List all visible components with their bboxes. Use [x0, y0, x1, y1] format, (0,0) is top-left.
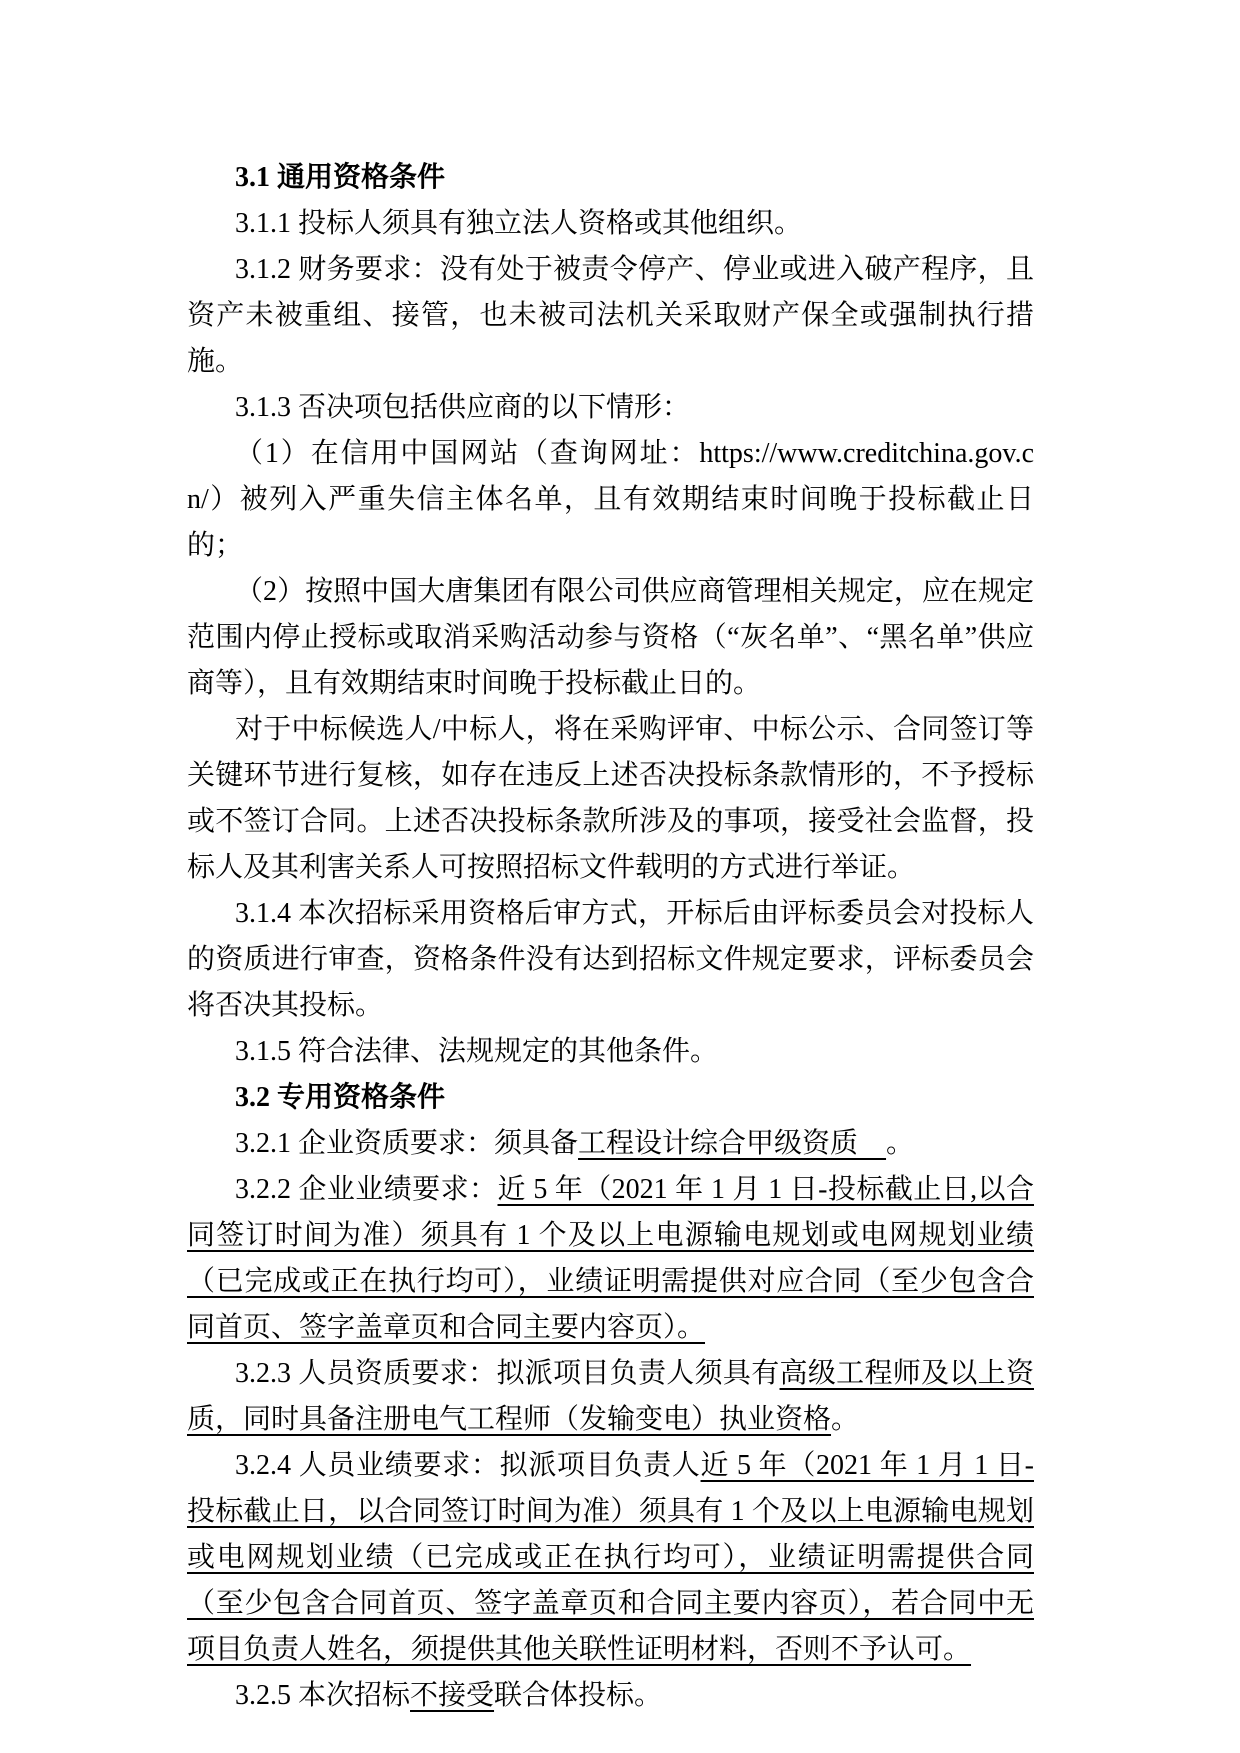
- text: 3.2.5 本次招标: [235, 1680, 411, 1711]
- heading-special-qualification: [187, 1075, 1034, 1121]
- text: 3.1.5 符合法律、法规规定的其他条件。: [235, 1036, 719, 1067]
- text: 3.2 专用资格条件: [235, 1082, 446, 1113]
- para-3-2-2: [187, 1167, 1034, 1351]
- underlined-text: 近 5 年（2021 年 1 月 1 日-投标截止日，以合同签订时间为准）须具有 1 个及以上电源输电规划或电网规划业绩（已完成或正在执行均可），业绩证明需提供合同（至少包含合同首页、签字盖章页和合同主要内容页），若合同中无项目负责人姓名，须提供其他关联性证明材料，否则不予认可。: [187, 1450, 1034, 1665]
- text: 3.1.1 投标人须具有独立法人资格或其他组织。: [235, 208, 803, 239]
- underlined-text: 不接受: [410, 1680, 495, 1711]
- para-3-1-4: [187, 891, 1034, 1029]
- text: 3.2.2 企业业绩要求：: [235, 1174, 498, 1205]
- text: 联合体投标。: [494, 1680, 663, 1711]
- text: 3.1.2 财务要求：没有处于被责令停产、停业或进入破产程序，且资产未被重组、接管，也未被司法机关采取财产保全或强制执行措施。: [187, 254, 1034, 377]
- text: 。: [886, 1128, 915, 1159]
- text: （1）在信用中国网站（查询网址：https://www.creditchina.gov.cn/）被列入严重失信主体名单，且有效期结束时间晚于投标截止日的；: [187, 438, 1034, 561]
- para-3-1-3: [187, 385, 1034, 431]
- para-3-2-4: [187, 1443, 1034, 1673]
- text: 对于中标候选人/中标人，将在采购评审、中标公示、合同签订等关键环节进行复核，如存在违反上述否决投标条款情形的，不予授标或不签订合同。上述否决投标条款所涉及的事项，接受社会监督，投标人及其利害关系人可按照招标文件载明的方式进行举证。: [187, 714, 1034, 883]
- para-3-1-3-item-1: [187, 431, 1034, 569]
- para-3-2-3: [187, 1351, 1034, 1443]
- para-3-2-1: [187, 1121, 1034, 1167]
- para-3-1-3-item-2: [187, 569, 1034, 707]
- heading-general-qualification: [187, 155, 1034, 201]
- para-3-1-5: [187, 1029, 1034, 1075]
- para-3-1-3-note: [187, 707, 1034, 891]
- text: 3.1.3 否决项包括供应商的以下情形：: [235, 392, 691, 423]
- underlined-text: 近 5 年（2021 年 1 月 1 日-投标截止日,以合同签订时间为准）须具有 1 个及以上电源输电规划或电网规划业绩（已完成或正在执行均可），业绩证明需提供对应合同（至少包含合同首页、签字盖章页和合同主要内容页）。: [187, 1174, 1034, 1343]
- text: （2）按照中国大唐集团有限公司供应商管理相关规定，应在规定范围内停止授标或取消采购活动参与资格（“灰名单”、“黑名单”供应商等），且有效期结束时间晚于投标截止日的。: [187, 576, 1034, 699]
- text: 3.2.3 人员资质要求：拟派项目负责人须具有: [235, 1358, 780, 1389]
- text: 。: [831, 1404, 860, 1435]
- text: 3.2.4 人员业绩要求：拟派项目负责人: [235, 1450, 701, 1481]
- para-3-1-1: [187, 201, 1034, 247]
- para-3-1-2: [187, 247, 1034, 385]
- text: 3.2.1 企业资质要求：须具备: [235, 1128, 579, 1159]
- underlined-text: 工程设计综合甲级资质: [578, 1128, 887, 1159]
- text: 3.1.4 本次招标采用资格后审方式，开标后由评标委员会对投标人的资质进行审查，资格条件没有达到招标文件规定要求，评标委员会将否决其投标。: [187, 898, 1034, 1021]
- para-3-2-5: [187, 1673, 1034, 1719]
- text: 3.1 通用资格条件: [235, 162, 446, 193]
- underlined-text: 高级工程师及以上资质，同时具备注册电气工程师（发输变电）执业资格: [187, 1358, 1034, 1435]
